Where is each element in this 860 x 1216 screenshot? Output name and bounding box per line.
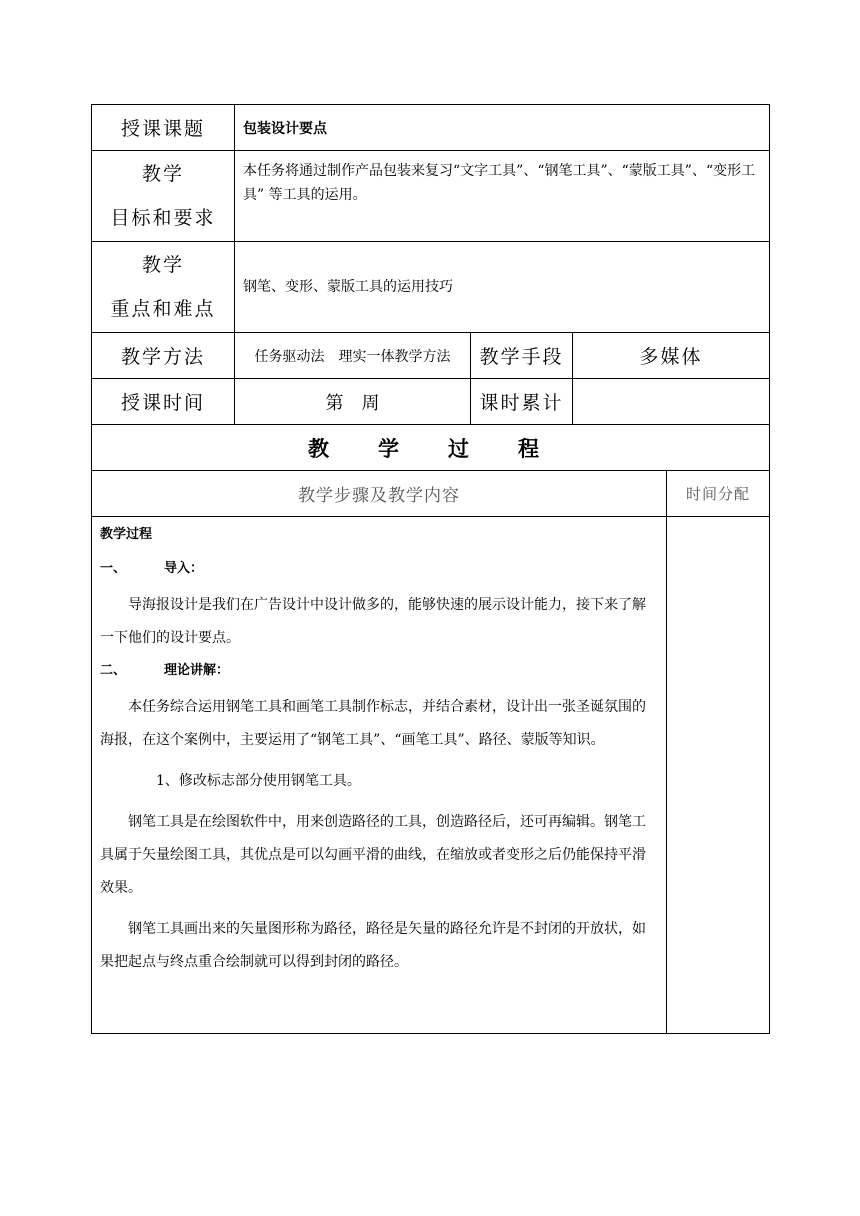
section-theory-number: 二、 — [100, 663, 127, 678]
time-value: 第 周 — [235, 379, 471, 425]
process-content — [92, 517, 667, 1034]
process-head-row — [92, 471, 770, 517]
focus-label-line2: 重点和难点 — [110, 298, 216, 320]
method-label: 教学方法 — [92, 333, 235, 379]
section-intro-number: 一、 — [100, 561, 127, 576]
focus-label — [92, 242, 235, 333]
focus-value: 钢笔、变形、蒙版工具的运用技巧 — [235, 242, 770, 333]
process-content-row — [92, 517, 770, 1034]
means-label: 教学手段 — [471, 333, 573, 379]
content-title: 教学过程 — [100, 527, 153, 542]
pen-tool-paragraph: 钢笔工具是在绘图软件中，用来创造路径的工具，创造路径后，还可再编辑。钢笔工具属于矢量绘图工具，其优点是可以勾画平滑的曲线，在缩放或者变形之后仍能保持平滑效果。 — [100, 814, 646, 896]
focus-label-line1: 教学 — [141, 254, 184, 276]
section-theory-heading — [100, 663, 658, 679]
subsection-pen-tool: 1、修改标志部分使用钢笔工具。 — [156, 773, 361, 789]
method-row — [92, 333, 770, 379]
time-row — [92, 379, 770, 425]
goals-row — [92, 151, 770, 242]
process-title: 教 学 过 程 — [92, 425, 770, 471]
section-intro-title: 导入： — [164, 561, 204, 576]
steps-heading: 教学步骤及教学内容 — [92, 471, 667, 517]
method-value: 任务驱动法 理实一体教学方法 — [235, 333, 471, 379]
means-value: 多媒体 — [573, 333, 770, 379]
hours-label: 课时累计 — [471, 379, 573, 425]
theory-paragraph: 本任务综合运用钢笔工具和画笔工具制作标志，并结合素材，设计出一张圣诞氛围的海报，在这个案例中，主要运用了“钢笔工具”、“画笔工具”、路径、蒙版等知识。 — [100, 699, 646, 748]
topic-row — [92, 105, 770, 151]
section-theory-title: 理论讲解： — [164, 663, 230, 678]
section-intro-heading — [100, 561, 658, 577]
path-paragraph: 钢笔工具画出来的矢量图形称为路径，路径是矢量的路径允许是不封闭的开放状，如果把起点与终点重合绘制就可以得到封闭的路径。 — [100, 921, 646, 970]
goals-label-line1: 教学 — [141, 163, 184, 185]
time-label: 授课时间 — [92, 379, 235, 425]
time-allocation-cell — [667, 517, 770, 1034]
time-allocation-heading: 时间分配 — [667, 471, 770, 517]
goals-value: 本任务将通过制作产品包装来复习“文字工具”、“钢笔工具”、“蒙版工具”、“变形工具” 等工具的运用。 — [235, 151, 770, 242]
hours-value — [573, 379, 770, 425]
intro-paragraph: 导海报设计是我们在广告设计中设计做多的，能够快速的展示设计能力，接下来了解一下他们的设计要点。 — [100, 597, 646, 646]
focus-row — [92, 242, 770, 333]
topic-label: 授课课题 — [92, 105, 235, 151]
topic-value: 包装设计要点 — [235, 105, 770, 151]
goals-label-line2: 目标和要求 — [110, 207, 216, 229]
process-title-row — [92, 425, 770, 471]
lesson-plan-table — [91, 104, 770, 1034]
goals-label — [92, 151, 235, 242]
